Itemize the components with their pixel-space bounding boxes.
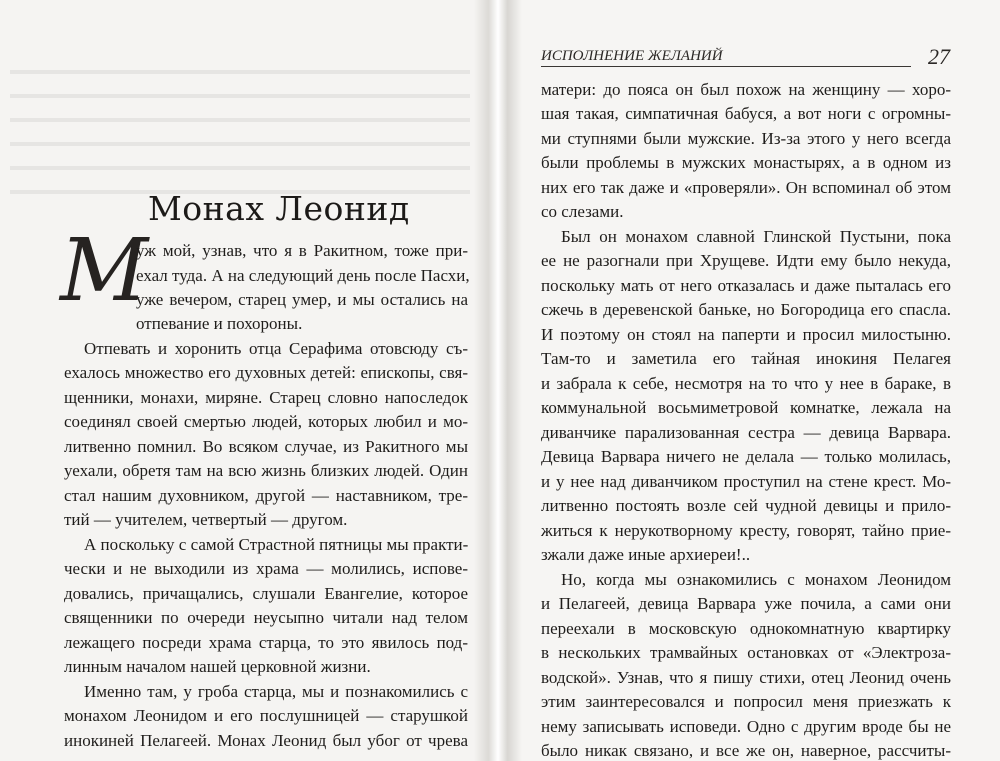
text-line: нему записывать исповеди. Одно с другим вроде бы не <box>541 717 951 736</box>
text-line: и у нее над диванчиком проступил на стене крест. Мо- <box>541 472 951 491</box>
text-line: сжечь в деревенской баньке, но Богородица его спасла. <box>541 300 951 319</box>
text-line: уже вечером, старец умер, и мы остались на <box>136 290 468 309</box>
text-line: ми ступнями были мужские. Из-за этого у него всегда <box>541 129 951 148</box>
text-line: лежащего посреди храма старца, то это явилось под- <box>64 633 468 652</box>
text-line: чески и не выходили из храма — молились, испове- <box>64 559 468 578</box>
text-line: ехалось множество его духовных детей: епископы, свя- <box>64 363 468 382</box>
text-line: зжали даже иные архиереи!.. <box>541 545 751 564</box>
text-line: в нескольких трамвайных остановках от «Электроза- <box>541 643 951 662</box>
text-line: Но, когда мы ознакомились с монахом Леонидом <box>561 570 951 589</box>
text-line: Девица Варвара ничего не делала — только молилась, <box>541 447 951 466</box>
text-line: щенники, монахи, миряне. Старец словно напоследок <box>64 388 468 407</box>
text-line: и Пелагеей, девица Варвара уже почила, а сами они <box>541 594 951 613</box>
text-line: них его так даже и «проверяли». Он вспоминал об этом <box>541 178 951 197</box>
text-line: переехали в московскую однокомнатную квартирку <box>541 619 951 638</box>
text-line: коммунальной восьмиметровой комнатке, лежала на <box>541 398 951 417</box>
text-line: матери: до пояса он был похож на женщину — хоро- <box>541 80 951 99</box>
text-line: было никак связано, и все же он, наверное, рассчиты- <box>541 741 951 760</box>
text-line: ее не разогнали при Хрущеве. Идти ему было некуда, <box>541 251 951 270</box>
book-gutter <box>474 0 522 761</box>
text-line: А поскольку с самой Страстной пятницы мы практи- <box>84 535 469 554</box>
text-line: Именно там, у гроба старца, мы и познакомились с <box>84 682 468 701</box>
header-rule <box>541 66 911 67</box>
text-line: довались, причащались, слушали Евангелие, которое <box>64 584 468 603</box>
text-line: литвенно помнил. Во всяком случае, из Ракитного мы <box>64 437 468 456</box>
drop-cap: М <box>60 221 149 321</box>
text-line: были проблемы в мужских монастырях, а в одном из <box>541 153 951 172</box>
text-line: со слезами. <box>541 202 624 221</box>
text-line: житься к нерукотворному кресту, говорят, тайно прие- <box>541 521 951 540</box>
text-line: священники по очереди неусыпно читали над телом <box>64 608 468 627</box>
text-line: Был он монахом славной Глинской Пустыни, пока <box>561 227 951 246</box>
text-line: линным началом нашей церковной жизни. <box>64 657 371 676</box>
text-line: уехали, обретя там на всю жизнь близких людей. Один <box>64 461 468 480</box>
text-line: Там-то и заметила его тайная инокиня Пелагея <box>541 349 951 368</box>
text-line: Отпевать и хоронить отца Серафима отовсюду съ- <box>84 339 468 358</box>
text-line: и забрала к себе, несмотря на то что у нее в бараке, в <box>541 374 951 393</box>
text-line: диванчике парализованная сестра — девица Варвара. <box>541 423 951 442</box>
text-line: шая такая, симпатичная бабуся, а вот ноги с огромны- <box>541 104 951 123</box>
running-header: ИСПОЛНЕНИЕ ЖЕЛАНИЙ <box>541 48 723 64</box>
text-line: стал нашим духовником, другой — наставником, тре- <box>64 486 468 505</box>
text-line: отпевание и похороны. <box>136 314 303 333</box>
text-line: монахом Леонидом и его послушницей — старушкой <box>64 706 468 725</box>
chapter-title: Монах Леонид <box>148 189 410 228</box>
text-line: тий — учителем, четвертый — другом. <box>64 510 348 529</box>
text-line: этим заинтересовался и попросил меня приезжать к <box>541 692 951 711</box>
text-line: водской». Узнав, что я пишу стихи, отец Леонид очень <box>541 668 951 687</box>
text-line: поскольку мать от него отказалась и даже пыталась его <box>541 276 951 295</box>
text-line: ехал туда. А на следующий день после Пасхи, <box>136 266 470 285</box>
text-line: инокиней Пелагеей. Монах Леонид был убог от чрева <box>64 731 468 750</box>
text-line: уж мой, узнав, что я в Ракитном, тоже при- <box>136 241 468 260</box>
text-line: литвенно постоять возле сей чудной девицы и прило- <box>541 496 951 515</box>
page-number: 27 <box>928 44 950 69</box>
text-line: И поэтому он стоял на паперти и просил милостыню. <box>541 325 951 344</box>
text-line: соединял своей смертью людей, которых любил и мо- <box>64 412 468 431</box>
